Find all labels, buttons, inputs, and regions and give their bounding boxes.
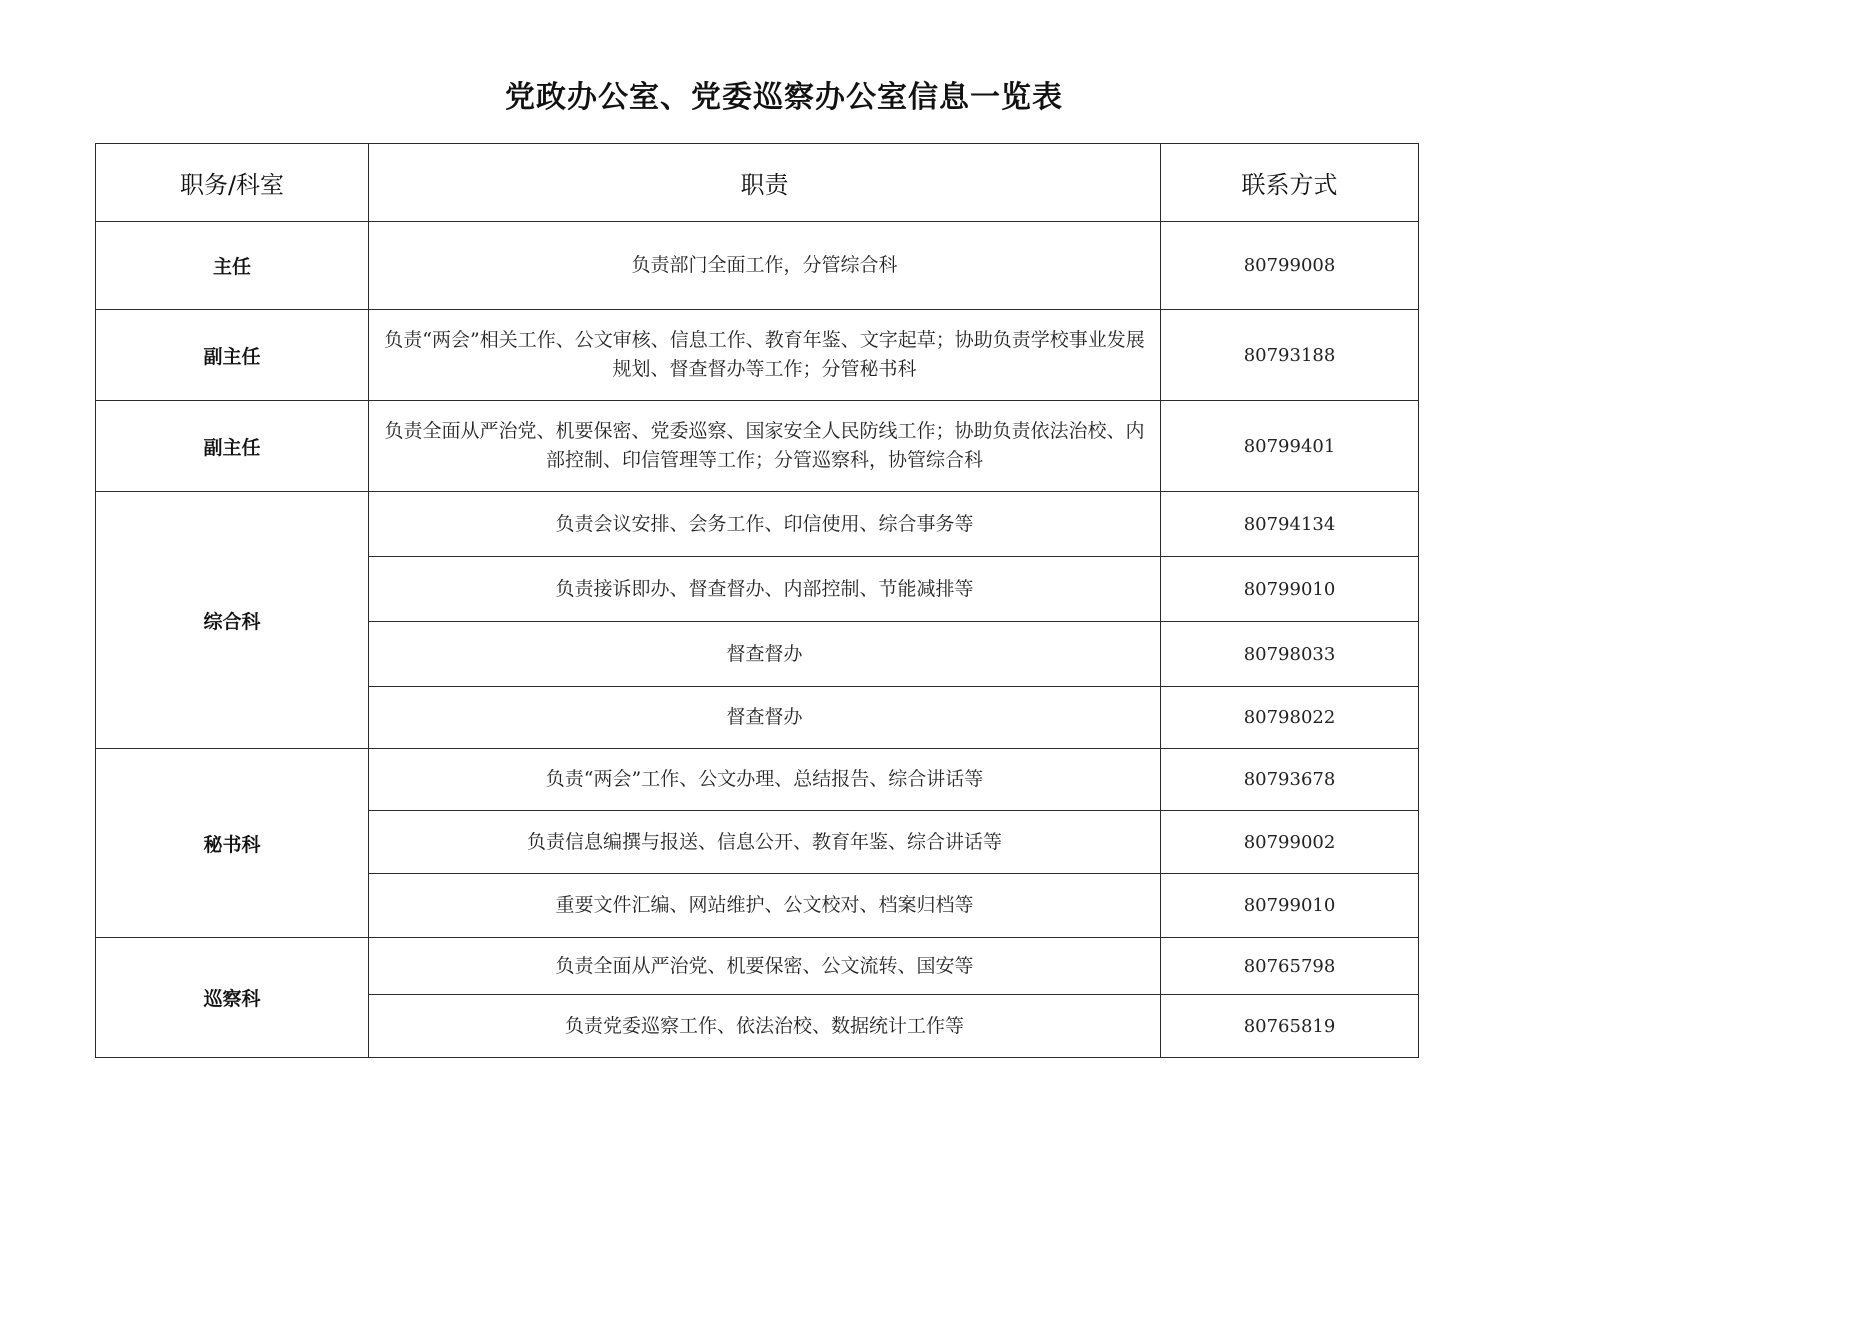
duty-cell: 负责党委巡察工作、依法治校、数据统计工作等 [369,995,1161,1058]
phone-cell: 80799010 [1161,874,1419,938]
duty-cell: 负责全面从严治党、机要保密、党委巡察、国家安全人民防线工作；协助负责依法治校、内部控制、印信管理等工作；分管巡察科，协管综合科 [369,401,1161,492]
phone-cell: 80799401 [1161,401,1419,492]
header-role: 职务/科室 [96,144,369,222]
duty-cell: 重要文件汇编、网站维护、公文校对、档案归档等 [369,874,1161,938]
table-header-row [96,144,1419,222]
duty-cell: 负责部门全面工作，分管综合科 [369,222,1161,310]
table-row [96,222,1419,310]
duty-cell: 督查督办 [369,622,1161,687]
phone-cell: 80765798 [1161,938,1419,995]
phone-cell: 80793678 [1161,749,1419,811]
phone-cell: 80799008 [1161,222,1419,310]
duty-cell: 负责会议安排、会务工作、印信使用、综合事务等 [369,492,1161,557]
duty-cell: 负责信息编撰与报送、信息公开、教育年鉴、综合讲话等 [369,811,1161,874]
duty-cell: 负责全面从严治党、机要保密、公文流转、国安等 [369,938,1161,995]
header-duty: 职责 [369,144,1161,222]
role-cell: 秘书科 [96,749,369,938]
duty-cell: 负责接诉即办、督查督办、内部控制、节能减排等 [369,557,1161,622]
duty-cell: 负责“两会”工作、公文办理、总结报告、综合讲话等 [369,749,1161,811]
role-cell: 副主任 [96,310,369,401]
phone-cell: 80798022 [1161,687,1419,749]
role-cell: 巡察科 [96,938,369,1058]
role-cell: 主任 [96,222,369,310]
page-title: 党政办公室、党委巡察办公室信息一览表 [505,80,1063,115]
table-row [96,492,1419,557]
phone-cell: 80794134 [1161,492,1419,557]
duty-cell: 督查督办 [369,687,1161,749]
info-table [95,143,1419,1058]
phone-cell: 80793188 [1161,310,1419,401]
phone-cell: 80798033 [1161,622,1419,687]
duty-cell: 负责“两会”相关工作、公文审核、信息工作、教育年鉴、文字起草；协助负责学校事业发展规划、督查督办等工作；分管秘书科 [369,310,1161,401]
table-row [96,938,1419,995]
role-cell: 副主任 [96,401,369,492]
phone-cell: 80799002 [1161,811,1419,874]
role-cell: 综合科 [96,492,369,749]
table-row [96,401,1419,492]
header-phone: 联系方式 [1161,144,1419,222]
table-row [96,310,1419,401]
phone-cell: 80799010 [1161,557,1419,622]
table-row [96,749,1419,811]
phone-cell: 80765819 [1161,995,1419,1058]
